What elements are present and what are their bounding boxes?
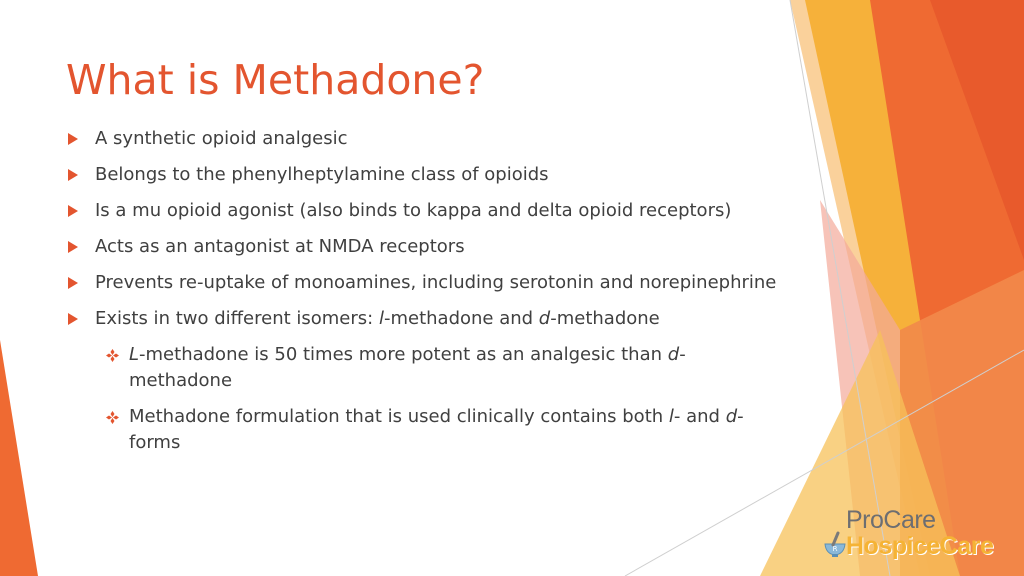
bullet-arrow-icon (68, 277, 78, 289)
text-part: -methadone (550, 308, 660, 329)
bullet-item (66, 306, 786, 332)
text-part: Exists in two different isomers: (95, 308, 379, 329)
bullet-item (66, 126, 786, 152)
slide-title: What is Methadone? (66, 56, 485, 104)
subbullet-text (129, 344, 686, 391)
bullet-item (66, 162, 786, 188)
bullet-text: Acts as an antagonist at NMDA receptors (95, 236, 465, 257)
bullet-item (66, 198, 786, 224)
four-diamond-icon (106, 349, 119, 362)
bullet-list (66, 126, 786, 466)
bullet-arrow-icon (68, 205, 78, 217)
isomer-d: d (667, 344, 680, 365)
text-part: Methadone formulation that is used clinically contains both (129, 406, 669, 427)
bullet-item (66, 270, 786, 296)
bullet-text: Prevents re-uptake of monoamines, including serotonin and norepinephrine (95, 272, 777, 293)
isomer-d: d (725, 406, 738, 427)
four-diamond-icon (106, 411, 119, 424)
bullet-text (95, 308, 660, 329)
bullet-arrow-icon (68, 169, 78, 181)
text-part: - and (673, 406, 726, 427)
text-part: -methadone and (383, 308, 539, 329)
subbullet-item (102, 342, 786, 394)
bullet-arrow-icon (68, 241, 78, 253)
bullet-item (66, 234, 786, 260)
text-part: -methadone is 50 times more potent as an analgesic than (139, 344, 668, 365)
isomer-l: l (668, 406, 674, 427)
bullet-text: A synthetic opioid analgesic (95, 128, 348, 149)
text-part: - forms (129, 406, 744, 453)
mortar-pestle-icon (822, 530, 848, 558)
isomer-l: l (378, 308, 384, 329)
bullet-text: Belongs to the phenylheptylamine class of opioids (95, 164, 549, 185)
left-accent-shape (0, 340, 38, 576)
bullet-text: Is a mu opioid agonist (also binds to kappa and delta opioid receptors) (95, 200, 732, 221)
bullet-arrow-icon (68, 133, 78, 145)
logo-line-2: HospiceCare (846, 532, 994, 560)
logo-line-1: ProCare (846, 506, 936, 534)
procare-logo (822, 506, 1022, 570)
subbullet-text (129, 406, 744, 453)
svg-text:R: R (832, 545, 838, 553)
subbullet-item (102, 404, 786, 456)
isomer-L: L (129, 344, 140, 365)
isomer-d: d (538, 308, 551, 329)
text-part: -methadone (129, 344, 686, 391)
bullet-arrow-icon (68, 313, 78, 325)
